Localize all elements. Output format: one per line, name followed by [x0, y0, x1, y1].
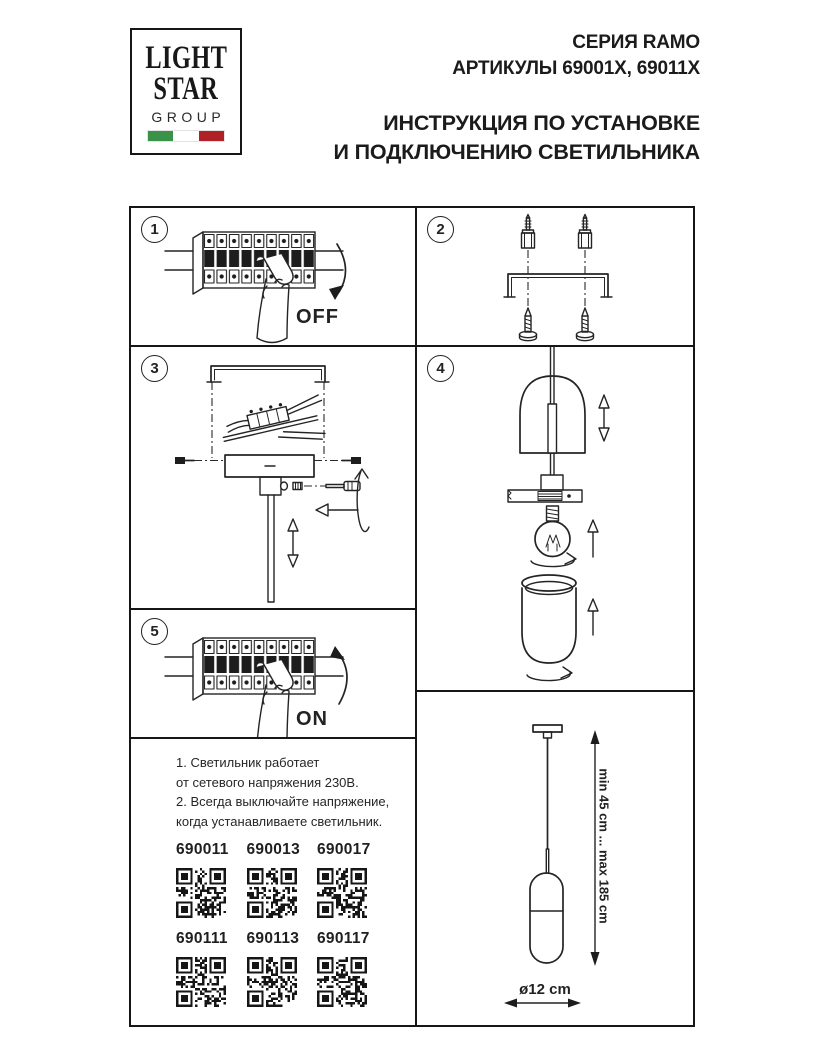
- instruction-title-line1: ИНСТРУКЦИЯ ПО УСТАНОВКЕ: [383, 111, 700, 135]
- safety-notes: [176, 753, 389, 831]
- qr-item: [246, 930, 300, 1007]
- off-label: OFF: [296, 306, 339, 328]
- qr-code: [176, 868, 226, 918]
- qr-item: [317, 841, 371, 918]
- step-1-badge: 1: [141, 216, 168, 243]
- qr-item: [176, 930, 226, 1007]
- mounting-hardware-drawing: [417, 208, 693, 345]
- step-5-panel: [131, 610, 415, 737]
- step-2-panel: [417, 208, 693, 345]
- lightstar-logo: [130, 28, 242, 155]
- breaker-on-drawing: [131, 610, 415, 737]
- notes-qr-panel: [131, 739, 415, 1025]
- italian-flag-icon: [148, 131, 224, 141]
- article-number: 690113: [246, 930, 300, 947]
- article-number: 690111: [176, 930, 228, 947]
- step-3-panel: [131, 347, 415, 608]
- flag-white: [173, 131, 198, 141]
- qr-item: [317, 930, 370, 1007]
- article-number: 690017: [317, 841, 371, 858]
- flag-green: [148, 131, 173, 141]
- pendant-dimension-drawing: [417, 692, 693, 1025]
- step-3-badge: 3: [141, 355, 168, 382]
- logo-light: LIGHT: [145, 40, 227, 76]
- series-title: СЕРИЯ RAMO: [572, 32, 700, 53]
- canopy-wiring-drawing: [131, 347, 415, 608]
- step-1-panel: [131, 208, 415, 345]
- flag-red: [199, 131, 224, 141]
- steps-grid: [129, 206, 695, 1027]
- qr-item: [176, 841, 229, 918]
- article-qr-grid: [176, 841, 371, 1007]
- lamp-assembly-drawing: [417, 347, 693, 690]
- breaker-off-drawing: [131, 208, 415, 345]
- step-2-badge: 2: [427, 216, 454, 243]
- header-titles: [334, 30, 700, 167]
- instruction-title-line2: И ПОДКЛЮЧЕНИЮ СВЕТИЛЬНИКА: [333, 140, 700, 164]
- article-number: 690117: [317, 930, 370, 947]
- note-line-4: когда устанавливаете светильник.: [176, 813, 383, 829]
- article-number: 690011: [176, 841, 229, 858]
- qr-code: [317, 957, 367, 1007]
- logo-group: GROUP: [151, 109, 226, 125]
- qr-code: [247, 957, 297, 1007]
- step-5-badge: 5: [141, 618, 168, 645]
- note-line-1: 1. Светильник работает: [176, 755, 320, 770]
- on-label: ON: [296, 708, 328, 730]
- qr-code: [317, 868, 367, 918]
- terminal-block-sketch: [219, 394, 330, 461]
- step-4-panel: [417, 347, 693, 690]
- dimensions-panel: [417, 692, 693, 1025]
- height-dimension-label: min 45 cm ... max 185 cm: [596, 768, 612, 924]
- note-line-2: от сетевого напряжения 230В.: [176, 774, 359, 790]
- note-line-3: 2. Всегда выключайте напряжение,: [176, 794, 390, 809]
- qr-code: [176, 957, 226, 1007]
- qr-item: [246, 841, 301, 918]
- qr-code: [247, 868, 297, 918]
- articles-title: АРТИКУЛЫ 69001X, 69011X: [452, 58, 700, 79]
- diameter-dimension-label: ø12 cm: [519, 981, 571, 998]
- step-4-badge: 4: [427, 355, 454, 382]
- logo-star: STAR: [153, 71, 219, 107]
- article-number: 690013: [246, 841, 301, 858]
